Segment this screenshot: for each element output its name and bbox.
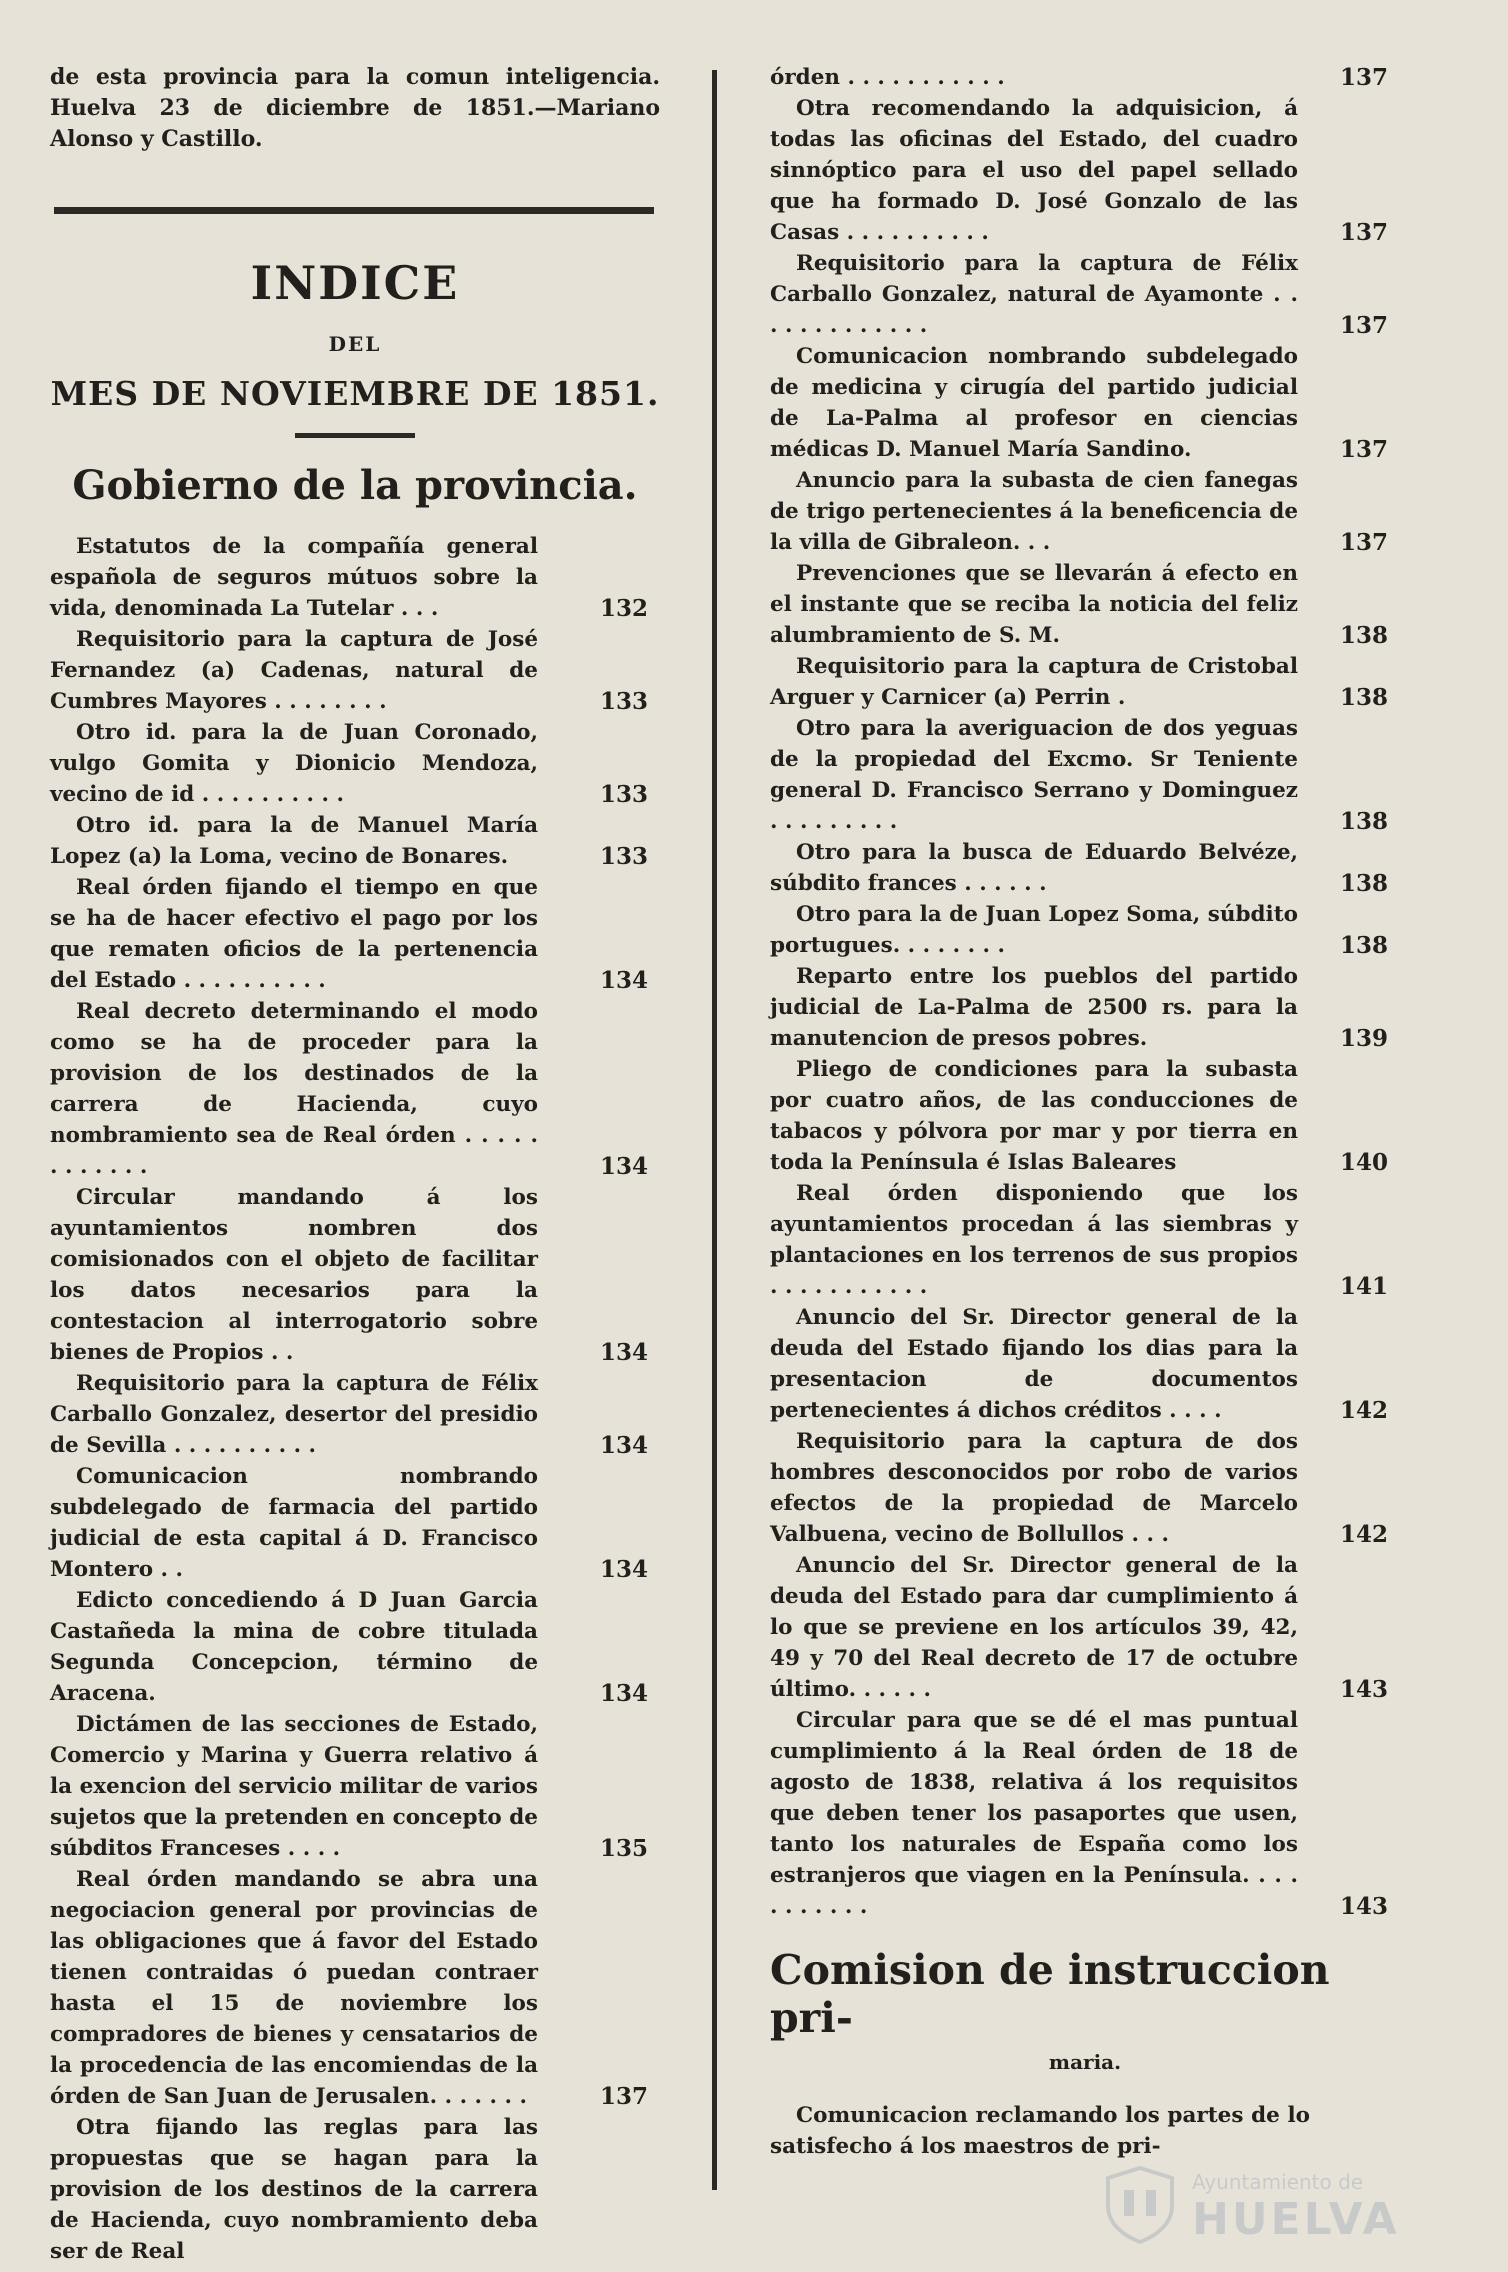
index-entry [770, 899, 1400, 961]
entry-text: Real órden fijando el tiempo en que se ha de hacer efectivo el pago por los que rematen oficios de la pertenencia del Estado . . . . . . . . . . [50, 875, 538, 993]
entry-page-number: 134 [599, 1680, 648, 1707]
section-title-comision: Comision de instruccion pri- [770, 1946, 1330, 2042]
column-divider [712, 70, 717, 2190]
entry-page-number: 138 [1339, 684, 1388, 711]
index-entry [770, 341, 1400, 465]
index-entry [770, 465, 1400, 558]
entry-page-number: 133 [599, 781, 648, 808]
entry-page-number: 138 [1339, 870, 1388, 897]
entry-page-number: 134 [599, 1153, 648, 1180]
entry-text: Otra recomendando la adquisicion, á todas las oficinas del Estado, del cuadro sinnóptico para el uso del papel sellado que ha formado D. José Gonzalo de las Casas . . . . . . . . . . [770, 96, 1298, 245]
entry-text: Anuncio para la subasta de cien fanegas de trigo pertenecientes á la beneficencia de la villa de Gibraleon. . . [770, 468, 1298, 555]
index-title: INDICE [250, 256, 460, 310]
entry-text: Otro para la de Juan Lopez Soma, súbdito portugues. . . . . . . . [770, 902, 1298, 958]
index-entry [770, 62, 1400, 93]
entry-text: Requisitorio para la captura de Félix Carballo Gonzalez, desertor del presidio de Sevilla . . . . . . . . . . [50, 1371, 538, 1458]
tail-paragraph: Comunicacion reclamando los partes de lo satisfecho á los maestros de pri- [770, 2103, 1310, 2159]
entry-page-number: 139 [1339, 1025, 1388, 1052]
entry-text: Otro para la averiguacion de dos yeguas de la propiedad del Excmo. Sr Teniente general D. Francisco Serrano y Dominguez . . . . . . . . . [770, 716, 1298, 834]
entry-text: Comunicacion nombrando subdelegado de farmacia del partido judicial de esta capital á D. Francisco Montero . . [50, 1464, 538, 1582]
entry-page-number: 137 [1339, 312, 1388, 339]
entry-page-number: 135 [599, 1835, 648, 1862]
entry-text: Otro id. para la de Juan Coronado, vulgo Gomita y Dionicio Mendoza, vecino de id . . . . . . . . . . [50, 720, 538, 807]
index-del: DEL [328, 332, 382, 356]
entry-text: Circular mandando á los ayuntamientos nombren dos comisionados con el objeto de facilitar los datos necesarios para la contestacion al interrogatorio sobre bienes de Propios . . [50, 1185, 538, 1365]
entry-text: Reparto entre los pueblos del partido judicial de La-Palma de 2500 rs. para la manutencion de presos pobres. [770, 964, 1298, 1051]
entry-text: Circular para que se dé el mas puntual cumplimiento á la Real órden de 18 de agosto de 1838, relativa á los requisitos que deben tener los pasaportes que usen, tanto los naturales de España como los estranjeros que viagen en la Península. . . . . . . . . . . [770, 1708, 1298, 1919]
entry-page-number: 137 [599, 2083, 648, 2110]
entry-page-number: 133 [599, 688, 648, 715]
right-column [770, 62, 1400, 2162]
entry-text: Anuncio del Sr. Director general de la deuda del Estado fijando los dias para la presentacion de documentos pertenecientes á dichos créditos . . . . [770, 1305, 1298, 1423]
entry-page-number: 132 [599, 595, 648, 622]
entry-page-number: 137 [1339, 529, 1388, 556]
index-entry [50, 1709, 660, 1864]
watermark-big-text: HUELVA [1192, 2194, 1400, 2245]
section-title-gobierno: Gobierno de la provincia. [72, 462, 638, 509]
entry-text: Otro para la busca de Eduardo Belvéze, súbdito frances . . . . . . [770, 840, 1298, 896]
entry-page-number: 137 [1339, 219, 1388, 246]
entry-page-number: 138 [1339, 622, 1388, 649]
entry-text: Real decreto determinando el modo como se ha de proceder para la provision de los destinados de la carrera de Hacienda, cuyo nombramiento sea de Real órden . . . . . . . . . . . . [50, 999, 538, 1179]
entry-page-number: 134 [599, 1556, 648, 1583]
index-entry [50, 1461, 660, 1585]
index-entry [50, 531, 660, 624]
entry-page-number: 141 [1339, 1273, 1388, 1300]
entry-text: Prevenciones que se llevarán á efecto en el instante que se reciba la noticia del feliz alumbramiento de S. M. [770, 561, 1298, 648]
entry-page-number: 142 [1339, 1397, 1388, 1424]
coat-of-arms-icon [1100, 2164, 1180, 2244]
entry-page-number: 137 [1339, 64, 1388, 91]
entry-text: Dictámen de las secciones de Estado, Comercio y Marina y Guerra relativo á la exencion del servicio militar de varios sujetos que la pretenden en concepto de súbditos Franceses . . . . [50, 1712, 538, 1861]
index-entry [50, 1368, 660, 1461]
index-entry [770, 93, 1400, 248]
entry-page-number: 143 [1339, 1676, 1388, 1703]
watermark-stamp [1100, 2160, 1430, 2250]
index-entry [770, 1302, 1400, 1426]
index-entry [50, 2112, 660, 2267]
index-entry [50, 1864, 660, 2112]
entry-text: Otro id. para la de Manuel María Lopez (a) la Loma, vecino de Bonares. [50, 813, 538, 869]
index-entry [50, 1585, 660, 1709]
index-entry [770, 1426, 1400, 1550]
right-entries [770, 62, 1400, 1922]
index-entry [770, 837, 1400, 899]
entry-text: Estatutos de la compañía general española de seguros mútuos sobre la vida, denominada La Tutelar . . . [50, 534, 538, 621]
left-entries [50, 531, 660, 2267]
index-entry [50, 810, 660, 872]
entry-text: Edicto concediendo á D Juan Garcia Castañeda la mina de cobre titulada Segunda Concepcion, término de Aracena. [50, 1588, 538, 1706]
entry-text: Real órden disponiendo que los ayuntamientos procedan á las siembras y plantaciones en los terrenos de sus propios . . . . . . . . . . . [770, 1181, 1298, 1299]
thick-rule [54, 207, 654, 214]
index-entry [770, 1550, 1400, 1705]
watermark-small-text: Ayuntamiento de [1192, 2170, 1364, 2194]
intro-paragraph: de esta provincia para la comun inteligencia. Huelva 23 de diciembre de 1851.—Mariano Alonso y Castillo. [50, 64, 660, 152]
index-entry [770, 248, 1400, 341]
entry-text: Anuncio del Sr. Director general de la deuda del Estado para dar cumplimiento á lo que se previene en los artículos 39, 42, 49 y 70 del Real decreto de 17 de octubre último. . . . . . [770, 1553, 1298, 1702]
index-entry [50, 624, 660, 717]
entry-text: Requisitorio para la captura de Cristobal Arguer y Carnicer (a) Perrin . [770, 654, 1298, 710]
entry-text: Real órden mandando se abra una negociacion general por provincias de las obligaciones que á favor del Estado tienen contraidas ó puedan contraer hasta el 15 de noviembre los compradores de bienes y censatarios de la procedencia de las encomiendas de la órden de San Juan de Jerusalen. . . . . . . [50, 1867, 538, 2109]
index-entry [770, 651, 1400, 713]
entry-text: Comunicacion nombrando subdelegado de medicina y cirugía del partido judicial de La-Palma al profesor en ciencias médicas D. Manuel María Sandino. [770, 344, 1298, 462]
entry-text: Pliego de condiciones para la subasta por cuatro años, de las conducciones de tabacos y pólvora por mar y por tierra en toda la Península é Islas Baleares [770, 1057, 1298, 1175]
entry-text: Requisitorio para la captura de José Fernandez (a) Cadenas, natural de Cumbres Mayores . . . . . . . . [50, 627, 538, 714]
index-month: MES DE NOVIEMBRE DE 1851. [50, 374, 660, 413]
index-entry [50, 717, 660, 810]
entry-text: órden . . . . . . . . . . . [770, 65, 1005, 90]
entry-page-number: 140 [1339, 1149, 1388, 1176]
index-entry [770, 558, 1400, 651]
section-subtitle-comision: maria. [1048, 2050, 1122, 2074]
left-column [50, 62, 660, 2267]
index-entry [770, 1178, 1400, 1302]
index-entry [50, 996, 660, 1182]
short-rule [295, 433, 415, 438]
entry-text: Requisitorio para la captura de dos hombres desconocidos por robo de varios efectos de la propiedad de Marcelo Valbuena, vecino de Bollullos . . . [770, 1429, 1298, 1547]
entry-page-number: 134 [599, 1432, 648, 1459]
entry-page-number: 134 [599, 1339, 648, 1366]
index-entry [50, 872, 660, 996]
entry-page-number: 142 [1339, 1521, 1388, 1548]
entry-page-number: 138 [1339, 932, 1388, 959]
entry-page-number: 137 [1339, 436, 1388, 463]
entry-text: Otra fijando las reglas para las propuestas que se hagan para la provision de los destinos de la carrera de Hacienda, cuyo nombramiento deba ser de Real [50, 2115, 538, 2264]
index-entry [50, 1182, 660, 1368]
entry-page-number: 133 [599, 843, 648, 870]
entry-page-number: 134 [599, 967, 648, 994]
index-entry [770, 713, 1400, 837]
entry-text: Requisitorio para la captura de Félix Carballo Gonzalez, natural de Ayamonte . . . . . . . . . . . . . [770, 251, 1298, 338]
index-entry [770, 961, 1400, 1054]
entry-page-number: 143 [1339, 1893, 1388, 1920]
index-entry [770, 1054, 1400, 1178]
index-entry [770, 1705, 1400, 1922]
entry-page-number: 138 [1339, 808, 1388, 835]
